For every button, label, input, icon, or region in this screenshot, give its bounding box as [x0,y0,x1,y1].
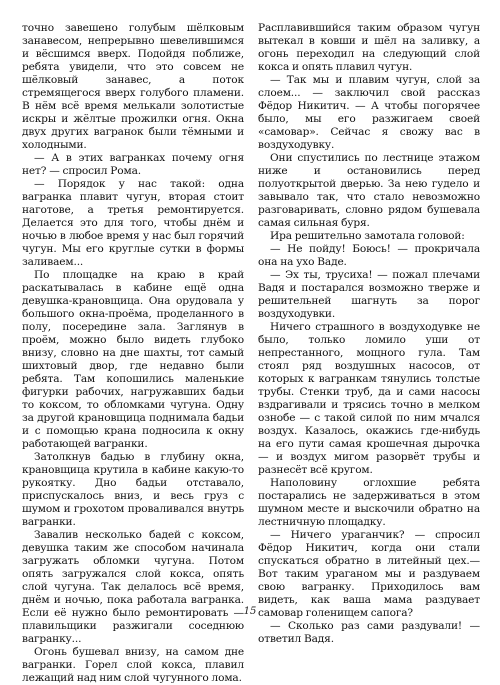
paragraph: точно завешено голубым шёлковым занавесом, непрерывно шевелившимся и вёсшимся вверх. Подойдя поближе, ребята увидели, что это совсем не шёлковый занавес, а поток стремящегося вверх голубого пламени. В нём всё время мелькали золотистые искры и жёлтые прожилки огня. Окна двух других вагранок были тёмными и холодными. [22,22,244,151]
page-number: 15 [243,606,257,617]
paragraph: Расплавившийся таким образом чугун вытекал в ковши и шёл на заливку, а огонь переходил на следующий слой кокса и опять плавил чугун. [258,22,480,73]
book-page [22,22,480,684]
paragraph: По площадке на краю в край раскатывалась в кабине ещё одна девушка-крановщица. Она орудовала у большого окна-проёма, проделанного в полу, посередине зала. Заглянув в проём, можно было видеть глубоко внизу, словно на дне шахты, тот самый шихтовый двор, где недавно были ребята. Там копошились маленькие фигурки рабочих, нагружавших бадьи то коксом, то обломками чугуна. Одну за другой крановщица поднимала бадьи и с помощью крана подносила к окну работающей вагранки. [22,269,244,450]
paragraph: — Сколько раз сами раздували! — ответил Вадя. [258,620,480,645]
paragraph: Наполовину оглохшие ребята постарались не задерживаться в этом шумном месте и выскочили обратно на лестничную площадку. [258,477,480,528]
right-column [258,22,480,645]
paragraph: Огонь бушевал внизу, на самом дне вагранки. Горел слой кокса, плавил лежащий над ним слой чугунного лома. [22,646,244,684]
paragraph: — Эх ты, трусиха! — пожал плечами Вадя и постарался возможно тверже и решительней шагнуть за порог воздуходувки. [258,269,480,320]
left-column [22,22,244,684]
paragraph: — Порядок у нас такой: одна вагранка плавит чугун, вторая стоит наготове, а третья ремонтируется. Делается это для того, чтобы днём и ночью в любое время у нас был горячий чугун. Мы его круглые сутки в формы заливаем... [22,178,244,268]
paragraph: — Так мы и плавим чугун, слой за слоем... — заключил свой рассказ Фёдор Никитич. — А чтобы погорячее было, мы его разжигаем своей «самовар». Сейчас я свожу вас в воздуходувку. [258,74,480,151]
paragraph: Они спустились по лестнице этажом ниже и остановились перед полуоткрытой дверью. За нею гудело и завывало так, что стало невозможно разговаривать, словно рядом бушевала самая сильная буря. [258,152,480,229]
paragraph: Завалив несколько бадей с коксом, девушка таким же способом начинала загружать обломки чугуна. Потом опять загружался слой кокса, опять слой чугуна. Так делалось всё время, днём и ночью, пока работала вагранка. Если её нужно было ремонтировать — плавильщики разжигали соседнюю вагранку... [22,529,244,645]
paragraph: Ира решительно замотала головой: [270,230,465,242]
paragraph: Ничего страшного в воздуходувке не было, только ломило уши от непрестанного, мощного гула. Там стоял ряд воздушных насосов, от которых к вагранкам тянулись толстые трубы. Стенки труб, да и сами насосы вздрагивали и трясись точно в мелком ознобе — с такой силой по ним мчался воздух. Казалось, окажись где-нибудь на его пути самая крошечная дырочка — и воздух мигом разорвёт трубы и разнесёт всё кругом. [258,321,480,476]
paragraph: — А в этих вагранках почему огня нет? — спросил Рома. [22,152,244,177]
paragraph: Затолкнув бадью в глубину окна, крановщица крутила в кабине какую-то рукоятку. Дно бадьи отставало, приспускалось вниз, и весь груз с шумом и грохотом проваливался внутрь вагранки. [22,451,244,528]
paragraph: — Ничего ураганчик? — спросил Фёдор Никитич, когда они стали спускаться обратно в литейный цех.— Вот таким ураганом мы и раздуваем свою вагранку. Приходилось вам видеть, как ваша мама раздувает самовар голенищем сапога? [258,529,480,619]
paragraph: — Не пойду! Боюсь! — прокричала она на ухо Ваде. [258,243,480,268]
